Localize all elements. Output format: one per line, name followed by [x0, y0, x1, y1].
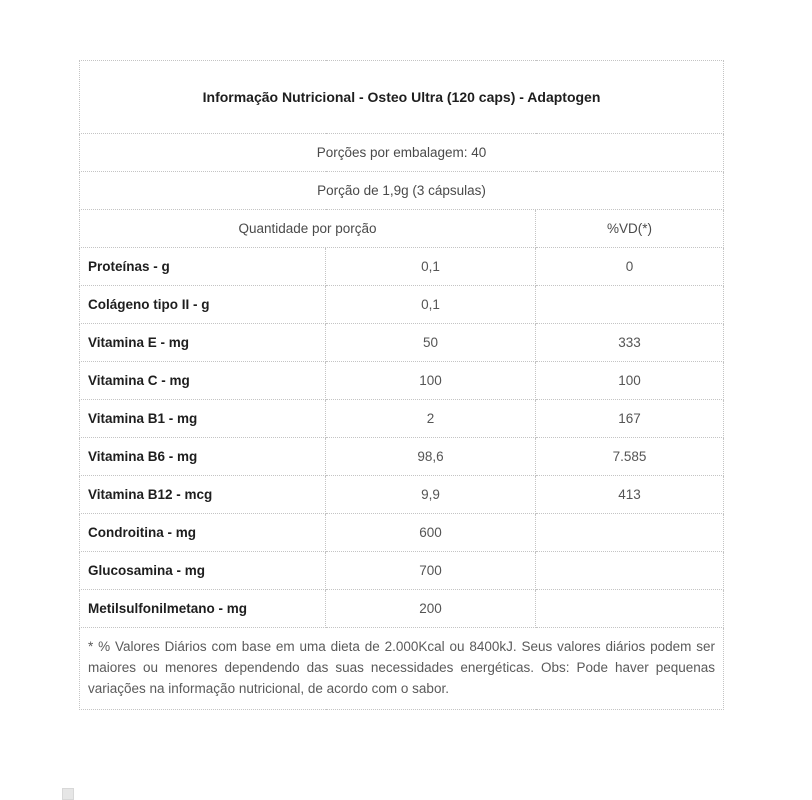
- nutrient-name: Glucosamina - mg: [80, 552, 326, 590]
- table-row: [80, 552, 724, 590]
- nutrient-value: 2: [326, 400, 536, 438]
- nutrient-daily-value: 0: [536, 248, 724, 286]
- nutrient-daily-value: 413: [536, 476, 724, 514]
- nutrient-name: Vitamina B6 - mg: [80, 438, 326, 476]
- nutrient-daily-value: [536, 552, 724, 590]
- nutrient-value: 0,1: [326, 248, 536, 286]
- nutrient-name: Vitamina B12 - mcg: [80, 476, 326, 514]
- table-title: Informação Nutricional - Osteo Ultra (120 caps) - Adaptogen: [80, 61, 724, 134]
- table-row: [80, 590, 724, 628]
- nutrition-table: [79, 60, 724, 710]
- scroll-marker: [62, 788, 74, 800]
- quantity-header: Quantidade por porção: [80, 210, 536, 248]
- nutrient-daily-value: 167: [536, 400, 724, 438]
- nutrient-name: Vitamina B1 - mg: [80, 400, 326, 438]
- daily-value-header: %VD(*): [536, 210, 724, 248]
- nutrient-value: 200: [326, 590, 536, 628]
- footnote: * % Valores Diários com base em uma dieta de 2.000Kcal ou 8400kJ. Seus valores diários podem ser maiores ou menores dependendo das suas necessidades energéticas. Obs: Pode haver pequenas variações na informação nutricional, de acordo com o sabor.: [80, 628, 724, 710]
- table-row: [80, 476, 724, 514]
- table-row: [80, 248, 724, 286]
- table-row: [80, 286, 724, 324]
- nutrient-value: 50: [326, 324, 536, 362]
- table-row: [80, 514, 724, 552]
- nutrient-name: Metilsulfonilmetano - mg: [80, 590, 326, 628]
- nutrient-value: 9,9: [326, 476, 536, 514]
- nutrient-value: 700: [326, 552, 536, 590]
- table-row: [80, 438, 724, 476]
- table-row: [80, 324, 724, 362]
- nutrient-daily-value: [536, 590, 724, 628]
- nutrient-value: 100: [326, 362, 536, 400]
- nutrient-daily-value: 100: [536, 362, 724, 400]
- nutrient-name: Condroitina - mg: [80, 514, 326, 552]
- nutrient-daily-value: 333: [536, 324, 724, 362]
- nutrient-daily-value: 7.585: [536, 438, 724, 476]
- nutrient-daily-value: [536, 514, 724, 552]
- table-row: [80, 362, 724, 400]
- nutrition-facts-panel: [79, 60, 723, 710]
- table-row: [80, 400, 724, 438]
- nutrient-value: 600: [326, 514, 536, 552]
- nutrient-daily-value: [536, 286, 724, 324]
- servings-per-package: Porções por embalagem: 40: [80, 134, 724, 172]
- nutrient-value: 98,6: [326, 438, 536, 476]
- serving-size: Porção de 1,9g (3 cápsulas): [80, 172, 724, 210]
- nutrient-name: Proteínas - g: [80, 248, 326, 286]
- nutrient-name: Colágeno tipo II - g: [80, 286, 326, 324]
- nutrient-name: Vitamina C - mg: [80, 362, 326, 400]
- nutrient-name: Vitamina E - mg: [80, 324, 326, 362]
- nutrient-value: 0,1: [326, 286, 536, 324]
